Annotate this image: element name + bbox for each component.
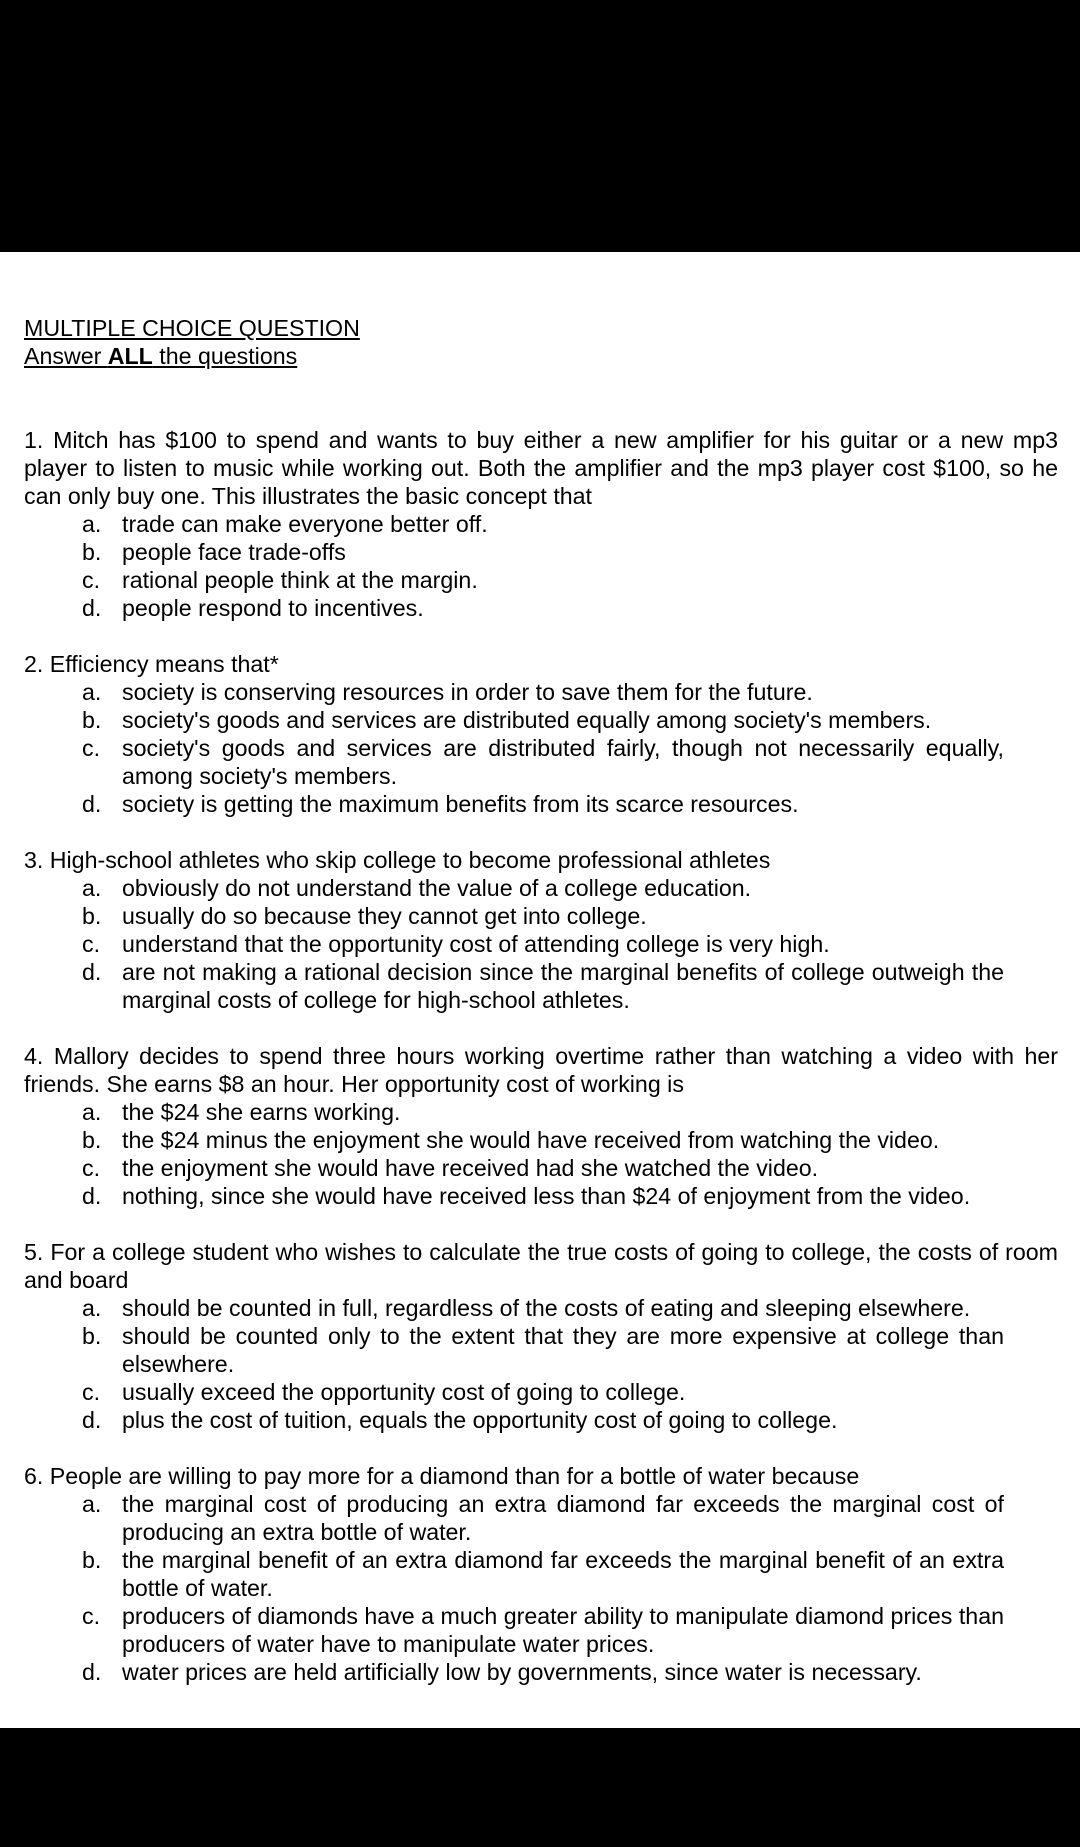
answer-option bbox=[24, 1126, 1004, 1154]
question-stem: 4. Mallory decides to spend three hours working overtime rather than watching a video with her friends. She earns $8 an hour. Her opportunity cost of working is bbox=[24, 1043, 1058, 1097]
question-stem: 2. Efficiency means that* bbox=[24, 651, 279, 677]
option-letter: a. bbox=[82, 1491, 102, 1517]
answer-option bbox=[24, 510, 1004, 538]
option-text: society's goods and services are distributed fairly, though not necessarily equally, among society's members. bbox=[122, 735, 1004, 789]
option-text: society is conserving resources in order to save them for the future. bbox=[122, 679, 813, 705]
document-page bbox=[0, 252, 1080, 1728]
option-list bbox=[24, 1294, 1058, 1434]
answer-option bbox=[24, 734, 1004, 790]
answer-option bbox=[24, 1546, 1004, 1602]
instruction-suffix: the questions bbox=[152, 343, 298, 369]
option-letter: d. bbox=[82, 1659, 102, 1685]
option-text: rational people think at the margin. bbox=[122, 567, 478, 593]
option-text: are not making a rational decision since the marginal benefits of college outweigh the marginal costs of college for high-school athletes. bbox=[122, 959, 1004, 1013]
question-3 bbox=[24, 846, 1058, 1014]
option-text: society's goods and services are distributed equally among society's members. bbox=[122, 707, 932, 733]
option-letter: d. bbox=[82, 959, 102, 985]
top-black-bar bbox=[0, 0, 1080, 252]
instruction-prefix: Answer bbox=[24, 343, 108, 369]
option-letter: d. bbox=[82, 791, 102, 817]
option-text: people respond to incentives. bbox=[122, 595, 424, 621]
question-stem: 3. High-school athletes who skip college to become professional athletes bbox=[24, 847, 771, 873]
answer-option bbox=[24, 958, 1004, 1014]
question-5 bbox=[24, 1238, 1058, 1434]
option-text: plus the cost of tuition, equals the opportunity cost of going to college. bbox=[122, 1407, 838, 1433]
answer-option bbox=[24, 1406, 1004, 1434]
option-text: the $24 she earns working. bbox=[122, 1099, 401, 1125]
option-letter: b. bbox=[82, 1323, 102, 1349]
option-text: obviously do not understand the value of a college education. bbox=[122, 875, 752, 901]
document-content bbox=[24, 314, 1058, 1714]
answer-option bbox=[24, 1182, 1004, 1210]
question-4 bbox=[24, 1042, 1058, 1210]
option-text: society is getting the maximum benefits from its scarce resources. bbox=[122, 791, 799, 817]
answer-option bbox=[24, 1154, 1004, 1182]
bottom-black-bar bbox=[0, 1728, 1080, 1847]
option-text: water prices are held artificially low by governments, since water is necessary. bbox=[122, 1659, 922, 1685]
answer-option bbox=[24, 538, 1004, 566]
option-letter: a. bbox=[82, 1099, 102, 1125]
answer-option bbox=[24, 1658, 1004, 1686]
question-stem: 5. For a college student who wishes to calculate the true costs of going to college, the costs of room and board bbox=[24, 1239, 1058, 1293]
question-stem: 1. Mitch has $100 to spend and wants to buy either a new amplifier for his guitar or a new mp3 player to listen to music while working out. Both the amplifier and the mp3 player cost $100, so he can only buy one. This illustrates the basic concept that bbox=[24, 427, 1058, 509]
option-letter: b. bbox=[82, 539, 102, 565]
answer-option bbox=[24, 1098, 1004, 1126]
option-letter: a. bbox=[82, 511, 102, 537]
option-text: people face trade-offs bbox=[122, 539, 346, 565]
option-letter: a. bbox=[82, 679, 102, 705]
answer-option bbox=[24, 678, 1004, 706]
option-letter: b. bbox=[82, 707, 102, 733]
option-letter: c. bbox=[82, 1379, 101, 1405]
option-text: the marginal cost of producing an extra diamond far exceeds the marginal cost of producing an extra bottle of water. bbox=[122, 1491, 1004, 1545]
instruction-bold: ALL bbox=[107, 343, 153, 369]
option-letter: c. bbox=[82, 1603, 101, 1629]
question-2 bbox=[24, 650, 1058, 818]
option-text: should be counted only to the extent that they are more expensive at college than elsewhere. bbox=[122, 1323, 1004, 1377]
option-letter: d. bbox=[82, 1407, 102, 1433]
option-letter: a. bbox=[82, 875, 102, 901]
option-list bbox=[24, 874, 1058, 1014]
option-letter: c. bbox=[82, 931, 101, 957]
page-title: MULTIPLE CHOICE QUESTION bbox=[24, 315, 360, 341]
option-list bbox=[24, 678, 1058, 818]
question-1 bbox=[24, 426, 1058, 622]
option-letter: d. bbox=[82, 1183, 102, 1209]
answer-option bbox=[24, 902, 1004, 930]
answer-option bbox=[24, 930, 1004, 958]
answer-option bbox=[24, 874, 1004, 902]
option-text: trade can make everyone better off. bbox=[122, 511, 488, 537]
option-list bbox=[24, 510, 1058, 622]
option-text: understand that the opportunity cost of attending college is very high. bbox=[122, 931, 830, 957]
option-text: the marginal benefit of an extra diamond far exceeds the marginal benefit of an extra bottle of water. bbox=[122, 1547, 1004, 1601]
question-6 bbox=[24, 1462, 1058, 1686]
option-letter: c. bbox=[82, 567, 101, 593]
answer-option bbox=[24, 1602, 1004, 1658]
answer-option bbox=[24, 1294, 1004, 1322]
answer-option bbox=[24, 790, 1004, 818]
spacer bbox=[24, 370, 1058, 426]
answer-option bbox=[24, 1322, 1004, 1378]
option-letter: d. bbox=[82, 595, 102, 621]
answer-option bbox=[24, 706, 1004, 734]
option-list bbox=[24, 1490, 1058, 1686]
option-text: the $24 minus the enjoyment she would have received from watching the video. bbox=[122, 1127, 940, 1153]
answer-option bbox=[24, 594, 1004, 622]
option-letter: c. bbox=[82, 1155, 101, 1181]
question-stem: 6. People are willing to pay more for a diamond than for a bottle of water because bbox=[24, 1463, 860, 1489]
option-letter: a. bbox=[82, 1295, 102, 1321]
option-text: producers of diamonds have a much greater ability to manipulate diamond prices than producers of water have to manipulate water prices. bbox=[122, 1603, 1004, 1657]
option-list bbox=[24, 1098, 1058, 1210]
answer-option bbox=[24, 1490, 1004, 1546]
answer-option bbox=[24, 566, 1004, 594]
option-text: should be counted in full, regardless of the costs of eating and sleeping elsewhere. bbox=[122, 1295, 971, 1321]
option-letter: b. bbox=[82, 903, 102, 929]
question-list bbox=[24, 426, 1058, 1686]
option-text: the enjoyment she would have received had she watched the video. bbox=[122, 1155, 819, 1181]
option-letter: c. bbox=[82, 735, 101, 761]
answer-option bbox=[24, 1378, 1004, 1406]
option-text: nothing, since she would have received less than $24 of enjoyment from the video. bbox=[122, 1183, 971, 1209]
option-text: usually do so because they cannot get into college. bbox=[122, 903, 647, 929]
option-text: usually exceed the opportunity cost of going to college. bbox=[122, 1379, 686, 1405]
option-letter: b. bbox=[82, 1127, 102, 1153]
instruction-line bbox=[24, 342, 1058, 370]
option-letter: b. bbox=[82, 1547, 102, 1573]
